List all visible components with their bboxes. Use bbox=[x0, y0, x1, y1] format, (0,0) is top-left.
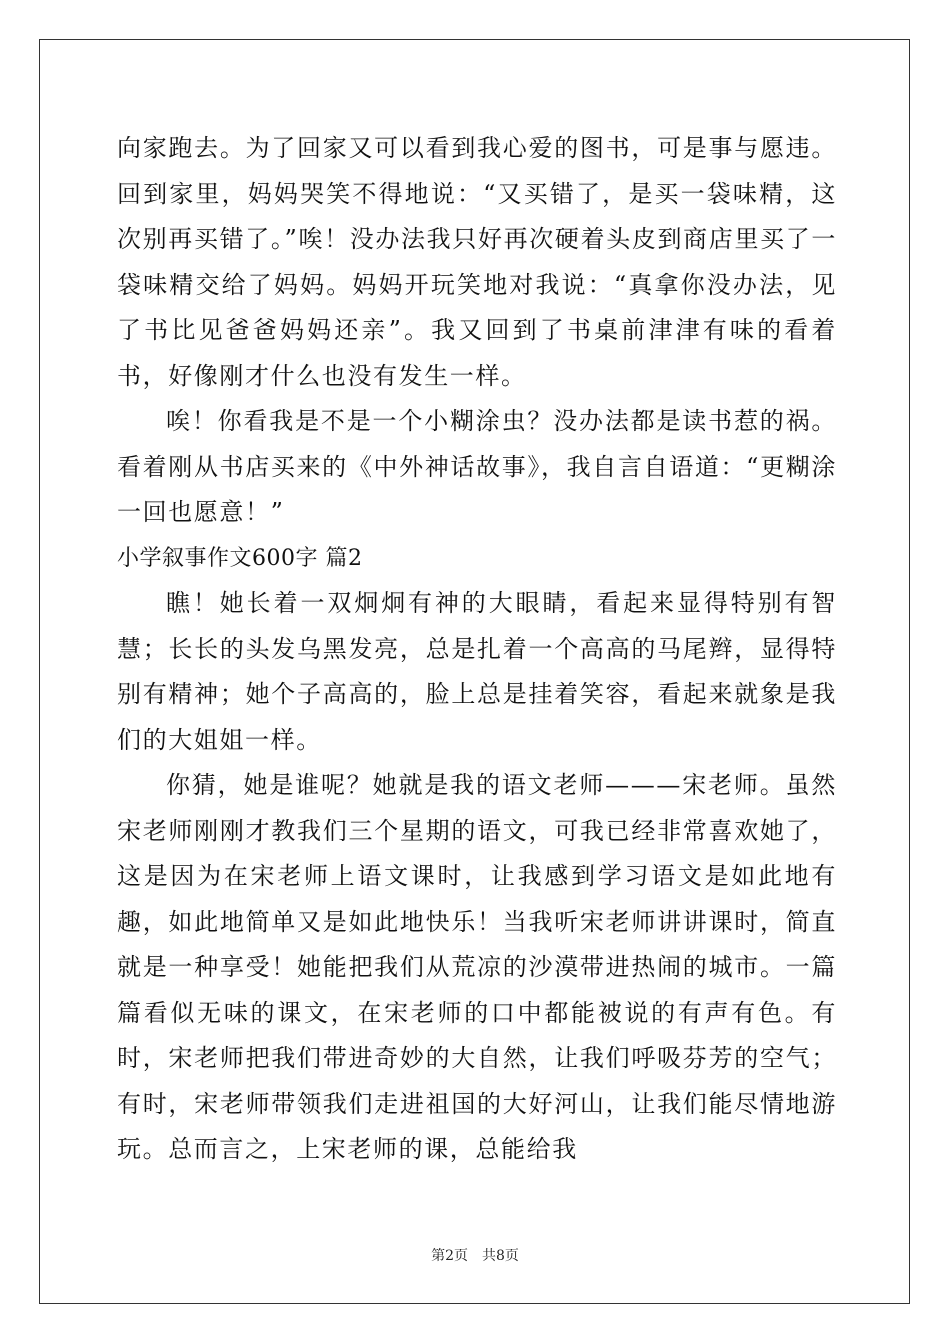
page-number: 第2页 bbox=[431, 1248, 468, 1264]
page-total: 共8页 bbox=[482, 1248, 519, 1264]
paragraph-teacher: 你猜，她是谁呢？她就是我的语文老师———宋老师。虽然宋老师刚刚才教我们三个星期的语文，可我已经非常喜欢她了，这是因为在宋老师上语文课时，让我感到学习语文是如此地有趣，如此地简单又是如此地快乐！当我听宋老师讲讲课时，简直就是一种享受！她能把我们从荒凉的沙漠带进热闹的城市。一篇篇看似无味的课文，在宋老师的口中都能被说的有声有色。有时，宋老师把我们带进奇妙的大自然，让我们呼吸芬芳的空气；有时，宋老师带领我们走进祖国的大好河山，让我们能尽情地游玩。总而言之，上宋老师的课，总能给我 bbox=[117, 771, 837, 1163]
section-heading: 小学叙事作文600字 篇2 bbox=[117, 545, 363, 571]
paragraph-description: 瞧！她长着一双炯炯有神的大眼睛，看起来显得特别有智慧；长长的头发乌黑发亮，总是扎着一个高高的马尾辫，显得特别有精神；她个子高高的，脸上总是挂着笑容，看起来就象是我们的大姐姐一样。 bbox=[117, 589, 837, 754]
paragraph-continuation: 向家跑去。为了回家又可以看到我心爱的图书，可是事与愿违。回到家里，妈妈哭笑不得地说：“又买错了，是买一袋味精，这次别再买错了。”唉！没办法我只好再次硬着头皮到商店里买了一袋味精交给了妈妈。妈妈开玩笑地对我说：“真拿你没办法，见了书比见爸爸妈妈还亲”。我又回到了书桌前津津有味的看着书，好像刚才什么也没有发生一样。 bbox=[117, 134, 837, 390]
document-body bbox=[117, 126, 837, 1173]
page-footer bbox=[0, 1245, 950, 1265]
paragraph-ending: 唉！你看我是不是一个小糊涂虫？没办法都是读书惹的祸。看着刚从书店买来的《中外神话故事》，我自言自语道：“更糊涂一回也愿意！” bbox=[117, 407, 837, 526]
